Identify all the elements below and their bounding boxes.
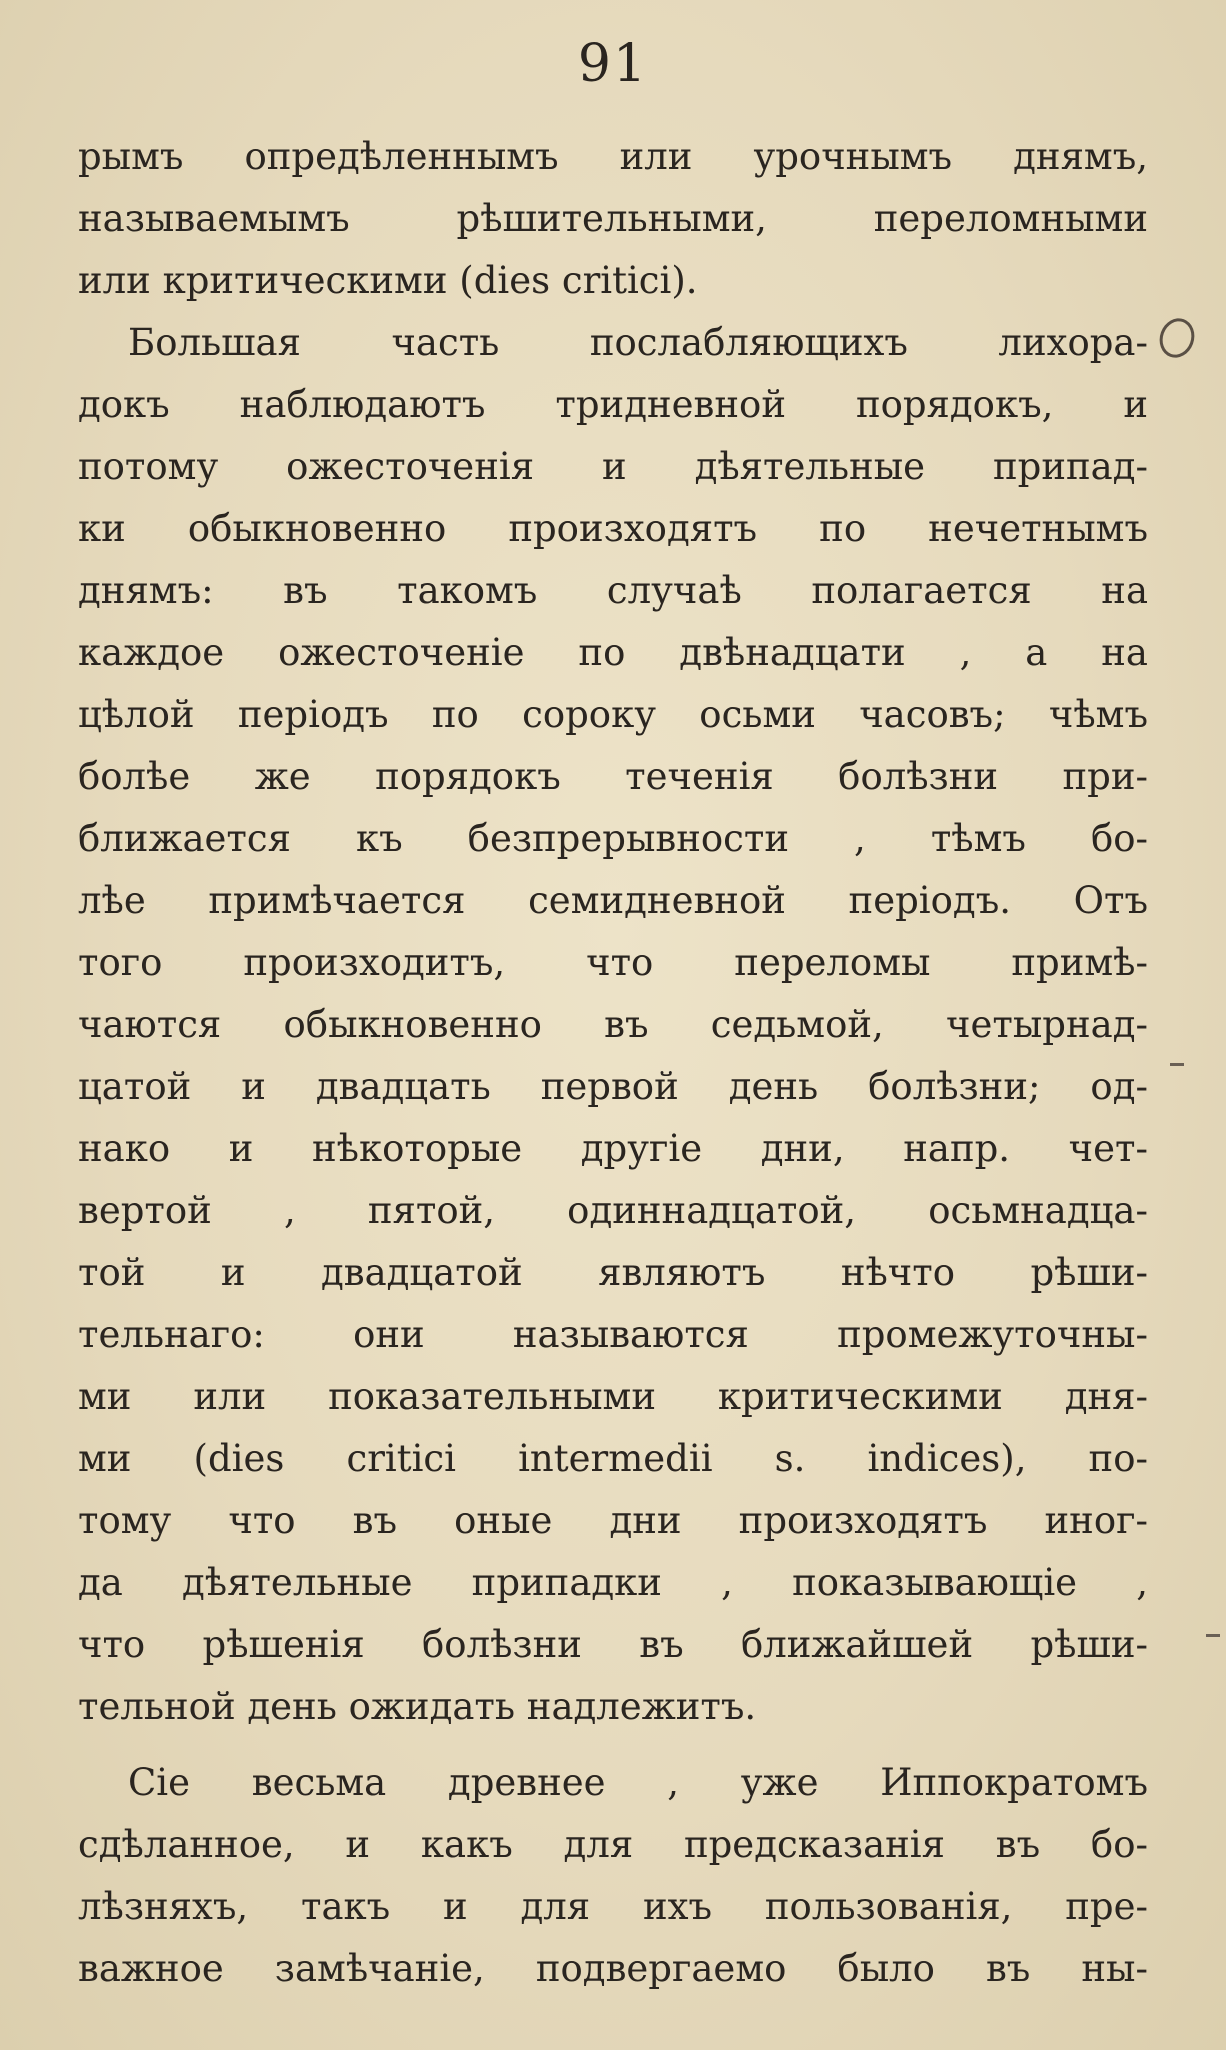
page-number: 91 [577, 34, 649, 94]
text-line: называемымъ рѣшительными, переломными [78, 197, 1148, 240]
text-line: ближается къ безпрерывности , тѣмъ бо- [78, 817, 1148, 860]
text-line: цѣлой періодъ по сороку осьми часовъ; чѣмъ [78, 693, 1148, 736]
text-line: или критическими (dies critici). [78, 259, 698, 302]
text-line: лѣе примѣчается семидневной періодъ. Отъ [78, 879, 1148, 922]
text-line: лѣзняхъ, такъ и для ихъ пользованія, пре- [78, 1885, 1148, 1928]
text-line: каждое ожесточеніе по двѣнадцати , а на [78, 631, 1148, 674]
text-line: цатой и двадцать первой день болѣзни; од- [78, 1065, 1148, 1108]
text-line: днямъ: въ такомъ случаѣ полагается на [78, 569, 1148, 612]
margin-circle-mark [1154, 313, 1200, 362]
text-line: ки обыкновенно произходятъ по нечетнымъ [78, 507, 1148, 550]
text-line: тому что въ оные дни произходятъ иног- [78, 1499, 1148, 1542]
body-text [78, 126, 1148, 2000]
text-line: что рѣшенія болѣзни въ ближайшей рѣши- [78, 1623, 1148, 1666]
margin-dash-mark [1206, 1634, 1220, 1637]
text-line: тельнаго: они называются промежуточны- [78, 1313, 1148, 1356]
text-line: ми или показательными критическими дня- [78, 1375, 1148, 1418]
text-line: важное замѣчаніе, подвергаемо было въ ны- [78, 1947, 1148, 1990]
text-line: ми (dies critici intermedii s. indices), по- [78, 1437, 1148, 1480]
text-line: да дѣятельные припадки , показывающіе , [78, 1561, 1148, 1604]
text-line: болѣе же порядокъ теченія болѣзни при- [78, 755, 1148, 798]
margin-dash-mark [1170, 1063, 1184, 1066]
text-line: Сіе весьма древнее , уже Иппократомъ [128, 1761, 1148, 1804]
text-line: докъ наблюдаютъ тридневной порядокъ, и [78, 383, 1148, 426]
text-line: вертой , пятой, одиннадцатой, осьмнадца- [78, 1189, 1148, 1232]
text-line: нако и нѣкоторые другіе дни, напр. чет- [78, 1127, 1148, 1170]
text-line: той и двадцатой являютъ нѣчто рѣши- [78, 1251, 1148, 1294]
text-line: тельной день ожидать надлежитъ. [78, 1685, 757, 1728]
text-line: потому ожесточенія и дѣятельные припад- [78, 445, 1148, 488]
text-line: Большая часть послабляющихъ лихора- [128, 321, 1148, 364]
text-line: того произходитъ, что переломы примѣ- [78, 941, 1148, 984]
text-line: сдѣланное, и какъ для предсказанія въ бо- [78, 1823, 1148, 1866]
text-line: чаются обыкновенно въ седьмой, четырнад- [78, 1003, 1148, 1046]
text-line: рымъ опредѣленнымъ или урочнымъ днямъ, [78, 135, 1148, 178]
